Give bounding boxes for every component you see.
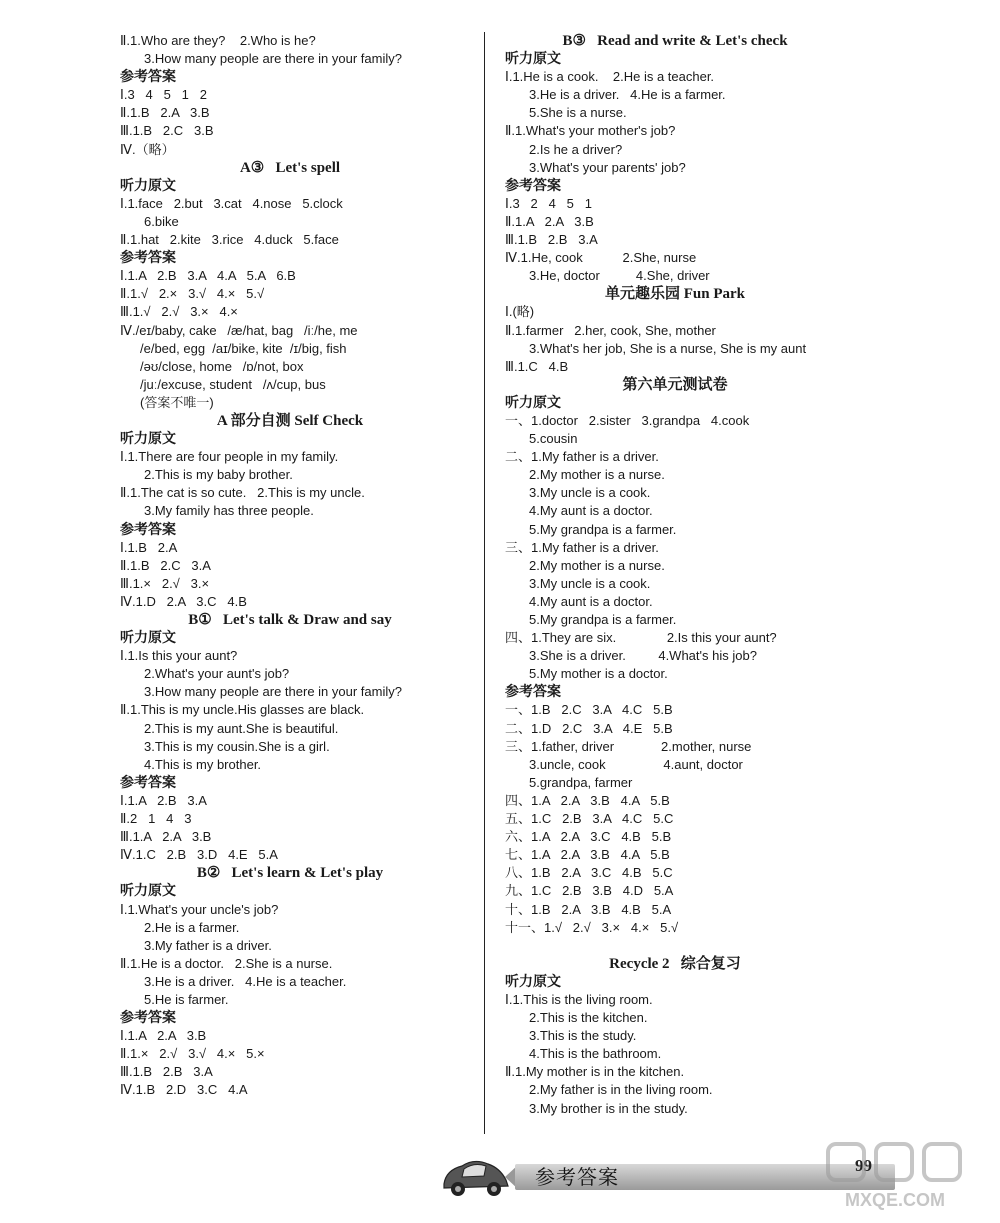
text-line: Ⅱ.1.A 2.A 3.B bbox=[505, 213, 594, 229]
text-line: (答案不唯一) bbox=[140, 394, 214, 410]
text-line: 四、1.A 2.A 3.B 4.A 5.B bbox=[505, 792, 670, 808]
section-label: 听力原文 bbox=[120, 177, 176, 194]
text-line: 二、1.D 2.C 3.A 4.E 5.B bbox=[505, 720, 673, 736]
section-label: 参考答案 bbox=[120, 1010, 176, 1027]
text-line: Ⅲ.1.B 2.B 3.A bbox=[505, 232, 598, 248]
section-label: 参考答案 bbox=[505, 684, 561, 701]
text-line: 四、1.They are six. 2.Is this your aunt? bbox=[505, 630, 777, 646]
section-heading: B② Let's learn & Let's play bbox=[196, 865, 384, 882]
text-line: 5.cousin bbox=[529, 431, 578, 447]
column-divider bbox=[484, 32, 485, 1134]
text-line: Ⅱ.1.He is a doctor. 2.She is a nurse. bbox=[120, 955, 333, 971]
text-line: 5.She is a nurse. bbox=[529, 105, 627, 121]
text-line: 3.My brother is in the study. bbox=[529, 1100, 688, 1116]
text-line: Ⅰ.1.Is this your aunt? bbox=[120, 648, 238, 664]
text-line: 6.bike bbox=[144, 213, 179, 229]
text-line: 2.My mother is a nurse. bbox=[529, 557, 665, 573]
text-line: 六、1.A 2.A 3.C 4.B 5.B bbox=[505, 829, 672, 845]
text-line: 3.This is my cousin.She is a girl. bbox=[144, 738, 330, 754]
text-line: 十、1.B 2.A 3.B 4.B 5.A bbox=[505, 901, 672, 917]
text-line: Ⅳ./eɪ/baby, cake /æ/hat, bag /iː/he, me bbox=[120, 322, 358, 338]
section-label: 参考答案 bbox=[120, 69, 176, 86]
text-line: 5.My grandpa is a farmer. bbox=[529, 521, 677, 537]
section-heading: 单元趣乐园 Fun Park bbox=[604, 286, 745, 303]
text-line: Ⅳ.1.C 2.B 3.D 4.E 5.A bbox=[120, 847, 278, 863]
text-line: Ⅲ.1.√ 2.√ 3.× 4.× bbox=[120, 304, 238, 320]
text-line: 3.He is a driver. 4.He is a farmer. bbox=[529, 87, 726, 103]
text-line: 3.He is a driver. 4.He is a teacher. bbox=[144, 973, 347, 989]
answer-column-right bbox=[505, 32, 845, 1118]
text-line: Ⅳ.1.He, cook 2.She, nurse bbox=[505, 250, 697, 266]
section-heading: B③ Read and write & Let's check bbox=[562, 33, 788, 49]
section-heading: 第六单元测试卷 bbox=[622, 376, 728, 393]
text-line: Ⅱ.1.× 2.√ 3.√ 4.× 5.× bbox=[120, 1046, 265, 1062]
page-number: 99 bbox=[855, 1156, 872, 1175]
section-label: 参考答案 bbox=[120, 250, 176, 267]
text-line: Ⅳ.（略） bbox=[120, 141, 175, 157]
text-line: 十一、1.√ 2.√ 3.× 4.× 5.√ bbox=[505, 919, 679, 935]
text-line: 2.What's your aunt's job? bbox=[144, 666, 290, 682]
text-line: Ⅰ.3 4 5 1 2 bbox=[120, 87, 207, 103]
section-label: 听力原文 bbox=[120, 630, 176, 647]
text-line: Ⅱ.1.farmer 2.her, cook, She, mother bbox=[505, 322, 716, 338]
text-line: 5.He is farmer. bbox=[144, 991, 229, 1007]
car-icon bbox=[438, 1154, 513, 1200]
text-line: 3.He, doctor 4.She, driver bbox=[529, 268, 710, 284]
text-line: 2.This is my aunt.She is beautiful. bbox=[144, 720, 339, 736]
section-heading: B① Let's talk & Draw and say bbox=[188, 612, 392, 628]
text-line: Ⅰ.1.He is a cook. 2.He is a teacher. bbox=[505, 69, 715, 85]
text-line: 4.My aunt is a doctor. bbox=[529, 503, 653, 519]
text-line: 3.This is the study. bbox=[529, 1028, 637, 1044]
section-label: 听力原文 bbox=[505, 51, 561, 68]
text-line: 4.This is the bathroom. bbox=[529, 1046, 662, 1062]
section-label: 听力原文 bbox=[120, 883, 176, 900]
text-line: Ⅱ.1.B 2.A 3.B bbox=[120, 105, 210, 121]
text-line: Ⅱ.1.√ 2.× 3.√ 4.× 5.√ bbox=[120, 286, 265, 302]
text-line: 4.This is my brother. bbox=[144, 756, 262, 772]
text-line: 三、1.My father is a driver. bbox=[505, 539, 659, 555]
text-line: Ⅱ.1.What's your mother's job? bbox=[505, 123, 676, 139]
text-line: Ⅲ.1.B 2.B 3.A bbox=[120, 1064, 213, 1080]
text-line: Ⅰ.1.A 2.B 3.A bbox=[120, 792, 207, 808]
text-line: 三、1.father, driver 2.mother, nurse bbox=[505, 738, 752, 754]
text-line: Ⅱ.1.hat 2.kite 3.rice 4.duck 5.face bbox=[120, 232, 339, 248]
text-line: 3.uncle, cook 4.aunt, doctor bbox=[529, 756, 743, 772]
text-line: 2.This is the kitchen. bbox=[529, 1010, 648, 1026]
answer-column-left bbox=[120, 32, 460, 1100]
text-line: 3.She is a driver. 4.What's his job? bbox=[529, 648, 757, 664]
text-line: Ⅰ.1.face 2.but 3.cat 4.nose 5.clock bbox=[120, 195, 343, 211]
text-line: 2.My mother is a nurse. bbox=[529, 467, 665, 483]
spacer bbox=[505, 937, 845, 955]
section-heading: Recycle 2 综合复习 bbox=[609, 955, 741, 972]
watermark-text: MXQE.COM bbox=[844, 1190, 946, 1210]
text-line: Ⅱ.1.The cat is so cute. 2.This is my uncle. bbox=[120, 485, 365, 501]
section-label: 听力原文 bbox=[505, 973, 561, 990]
text-line: 2.This is my baby brother. bbox=[144, 467, 293, 483]
text-line: Ⅱ.1.My mother is in the kitchen. bbox=[505, 1064, 685, 1080]
text-line: Ⅰ.1.There are four people in my family. bbox=[120, 449, 339, 465]
text-line: Ⅰ.1.What's your uncle's job? bbox=[120, 901, 279, 917]
text-line: Ⅰ.1.B 2.A bbox=[120, 539, 178, 555]
text-line: 一、1.doctor 2.sister 3.grandpa 4.cook bbox=[505, 412, 750, 428]
section-label: 参考答案 bbox=[120, 774, 176, 791]
text-line: 3.My father is a driver. bbox=[144, 937, 272, 953]
text-line: Ⅰ.3 2 4 5 1 bbox=[505, 195, 592, 211]
text-line: 3.What's her job, She is a nurse, She is my aunt bbox=[529, 340, 807, 356]
text-line: Ⅲ.1.C 4.B bbox=[505, 358, 569, 374]
text-line: 4.My aunt is a doctor. bbox=[529, 593, 653, 609]
text-line: 3.How many people are there in your family? bbox=[144, 684, 402, 700]
section-heading: A③ Let's spell bbox=[239, 159, 341, 176]
text-line: 七、1.A 2.A 3.B 4.A 5.B bbox=[505, 847, 670, 863]
text-line: 2.He is a farmer. bbox=[144, 919, 240, 935]
section-label: 听力原文 bbox=[505, 394, 561, 411]
section-label: 参考答案 bbox=[120, 521, 176, 538]
text-line: Ⅱ.1.B 2.C 3.A bbox=[120, 557, 211, 573]
text-line: 3.My family has three people. bbox=[144, 503, 314, 519]
text-line: Ⅳ.1.D 2.A 3.C 4.B bbox=[120, 593, 247, 609]
section-label: 参考答案 bbox=[505, 177, 561, 194]
text-line: 一、1.B 2.C 3.A 4.C 5.B bbox=[505, 702, 673, 718]
text-line: Ⅱ.2 1 4 3 bbox=[120, 811, 192, 827]
text-line: Ⅲ.1.× 2.√ 3.× bbox=[120, 575, 210, 591]
text-line: 3.My uncle is a cook. bbox=[529, 575, 651, 591]
text-line: 3.My uncle is a cook. bbox=[529, 485, 651, 501]
text-line: /e/bed, egg /aɪ/bike, kite /ɪ/big, fish bbox=[140, 340, 347, 356]
text-line: Ⅲ.1.B 2.C 3.B bbox=[120, 123, 214, 139]
text-line: Ⅰ.1.This is the living room. bbox=[505, 991, 653, 1007]
section-label: 听力原文 bbox=[120, 431, 176, 448]
text-line: 八、1.B 2.A 3.C 4.B 5.C bbox=[505, 865, 673, 881]
text-line: Ⅲ.1.A 2.A 3.B bbox=[120, 829, 212, 845]
text-line: 2.My father is in the living room. bbox=[529, 1082, 713, 1098]
text-line: Ⅱ.1.Who are they? 2.Who is he? bbox=[120, 33, 316, 48]
text-line: 二、1.My father is a driver. bbox=[505, 449, 659, 465]
footer-title: 参考答案 bbox=[535, 1165, 619, 1189]
text-line: 5.My grandpa is a farmer. bbox=[529, 612, 677, 627]
section-heading: A 部分自测 Self Check bbox=[216, 412, 364, 429]
text-line: 九、1.C 2.B 3.B 4.D 5.A bbox=[505, 883, 674, 899]
text-line: 2.Is he a driver? bbox=[529, 141, 623, 157]
text-line: 5.My mother is a doctor. bbox=[529, 666, 668, 682]
text-line: Ⅰ.(略) bbox=[505, 304, 535, 320]
text-line: Ⅰ.1.A 2.A 3.B bbox=[120, 1028, 207, 1044]
text-line: 3.What's your parents' job? bbox=[529, 159, 686, 175]
watermark-logo bbox=[820, 1138, 970, 1218]
text-line: 五、1.C 2.B 3.A 4.C 5.C bbox=[505, 811, 674, 827]
text-line: Ⅱ.1.This is my uncle.His glasses are black. bbox=[120, 702, 365, 718]
text-line: /əʊ/close, home /ɒ/not, box bbox=[140, 358, 304, 374]
text-line: /juː/excuse, student /ʌ/cup, bus bbox=[140, 376, 326, 392]
text-line: 5.grandpa, farmer bbox=[529, 774, 633, 790]
text-line: 3.How many people are there in your family? bbox=[144, 51, 402, 67]
text-line: Ⅳ.1.B 2.D 3.C 4.A bbox=[120, 1082, 248, 1098]
text-line: Ⅰ.1.A 2.B 3.A 4.A 5.A 6.B bbox=[120, 268, 296, 284]
